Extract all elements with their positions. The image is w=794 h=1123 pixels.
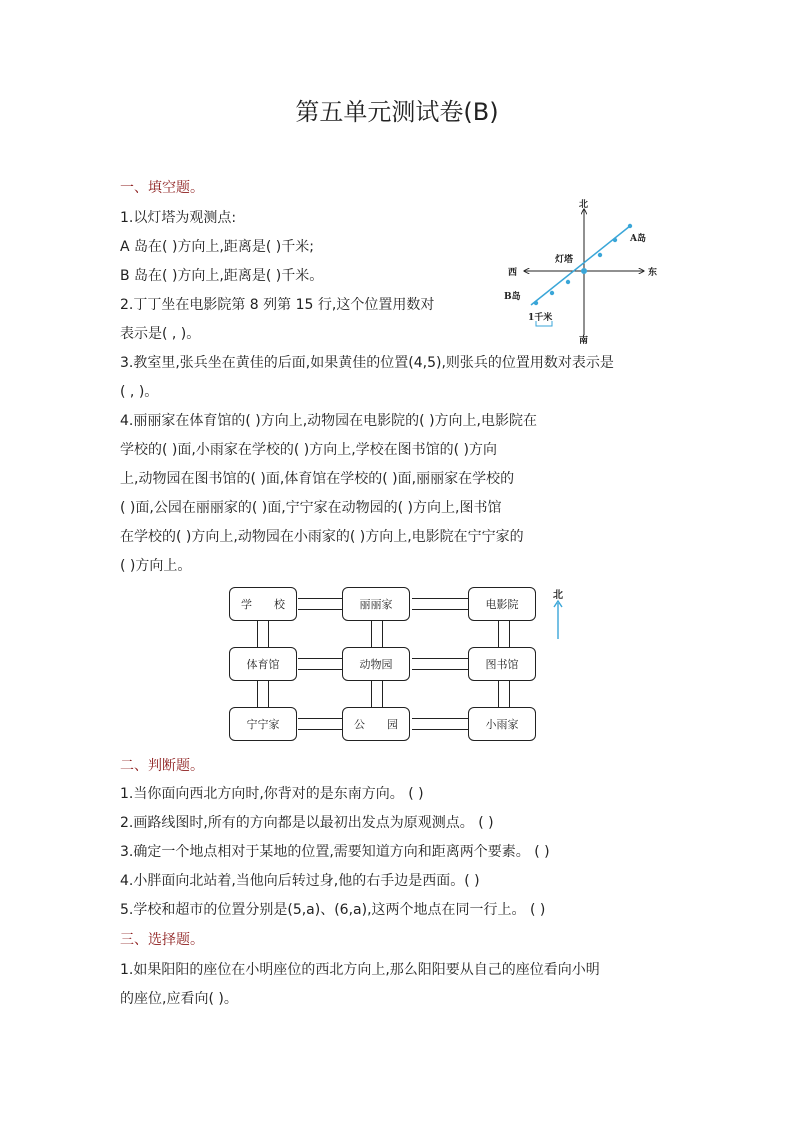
grid-map xyxy=(228,586,568,746)
section-2-heading: 二、判断题。 xyxy=(120,758,204,774)
place-ningning-home: 宁宁家 xyxy=(229,707,297,741)
q1-intro: 1.以灯塔为观测点: xyxy=(120,210,237,226)
place-school: 学 校 xyxy=(229,587,297,621)
place-xiaoyu-home: 小雨家 xyxy=(468,707,536,741)
place-park: 公 园 xyxy=(342,707,410,741)
q4-line4: ( )面,公园在丽丽家的( )面,宁宁家在动物园的( )方向上,图书馆 xyxy=(120,500,502,516)
compass-map xyxy=(500,195,665,345)
lighthouse-point xyxy=(581,268,587,274)
page-title: 第五单元测试卷(B) xyxy=(295,98,499,126)
place-lili-home: 丽丽家 xyxy=(342,587,410,621)
judge-item-5: 5.学校和超市的位置分别是(5,a)、(6,a),这两个地点在同一行上。 ( ) xyxy=(120,902,546,918)
place-zoo: 动物园 xyxy=(342,647,410,681)
route-dot xyxy=(598,253,602,257)
scale-label: 1千米 xyxy=(528,313,553,323)
road xyxy=(298,658,342,670)
route-dot xyxy=(613,238,617,242)
section-3-heading: 三、选择题。 xyxy=(120,932,204,948)
judge-item-1: 1.当你面向西北方向时,你背对的是东南方向。 ( ) xyxy=(120,786,424,802)
q4-line2: 学校的( )面,小雨家在学校的( )方向上,学校在图书馆的( )方向 xyxy=(120,442,498,458)
judge-item-2: 2.画路线图时,所有的方向都是以最初出发点为原观测点。 ( ) xyxy=(120,815,494,831)
place-library: 图书馆 xyxy=(468,647,536,681)
judge-item-4: 4.小胖面向北站着,当他向后转过身,他的右手边是西面。( ) xyxy=(120,873,480,889)
place-gym: 体育馆 xyxy=(229,647,297,681)
road xyxy=(412,658,468,670)
q1-b: B 岛在( )方向上,距离是( )千米。 xyxy=(120,268,324,284)
road xyxy=(412,718,468,730)
choice-q1-line2: 的座位,应看向( )。 xyxy=(120,991,238,1007)
island-a-point xyxy=(628,224,632,228)
island-b-label: B岛 xyxy=(504,292,521,302)
place-cinema: 电影院 xyxy=(468,587,536,621)
road xyxy=(371,621,383,647)
south-label: 南 xyxy=(579,336,589,345)
north-label: 北 xyxy=(579,200,589,210)
east-label: 东 xyxy=(648,268,658,278)
road xyxy=(498,681,510,707)
judge-item-3: 3.确定一个地点相对于某地的位置,需要知道方向和距离两个要素。 ( ) xyxy=(120,844,550,860)
grid-north-label: 北 xyxy=(553,590,563,601)
road xyxy=(412,598,468,610)
q2-line2: 表示是( , )。 xyxy=(120,326,201,342)
island-a-label: A岛 xyxy=(630,234,646,244)
q2-line1: 2.丁丁坐在电影院第 8 列第 15 行,这个位置用数对 xyxy=(120,297,435,313)
road xyxy=(257,681,269,707)
q4-line3: 上,动物园在图书馆的( )面,体育馆在学校的( )面,丽丽家在学校的 xyxy=(120,471,515,487)
road xyxy=(498,621,510,647)
road xyxy=(298,718,342,730)
q1-a: A 岛在( )方向上,距离是( )千米; xyxy=(120,239,314,255)
q4-line6: ( )方向上。 xyxy=(120,558,192,574)
road xyxy=(298,598,342,610)
west-label: 西 xyxy=(508,268,518,278)
q4-line1: 4.丽丽家在体育馆的( )方向上,动物园在电影院的( )方向上,电影院在 xyxy=(120,413,538,429)
q4-line5: 在学校的( )方向上,动物园在小雨家的( )方向上,电影院在宁宁家的 xyxy=(120,529,524,545)
road xyxy=(257,621,269,647)
section-1-heading: 一、填空题。 xyxy=(120,180,204,196)
lighthouse-label: 灯塔 xyxy=(555,255,574,265)
north-arrow-icon xyxy=(550,599,566,641)
route-dot xyxy=(550,291,554,295)
q3-line1: 3.教室里,张兵坐在黄佳的后面,如果黄佳的位置(4,5),则张兵的位置用数对表示是 xyxy=(120,355,614,371)
q3-line2: ( , )。 xyxy=(120,384,159,400)
road xyxy=(371,681,383,707)
choice-q1-line1: 1.如果阳阳的座位在小明座位的西北方向上,那么阳阳要从自己的座位看向小明 xyxy=(120,962,600,978)
island-b-point xyxy=(534,301,538,305)
route-dot xyxy=(566,280,570,284)
